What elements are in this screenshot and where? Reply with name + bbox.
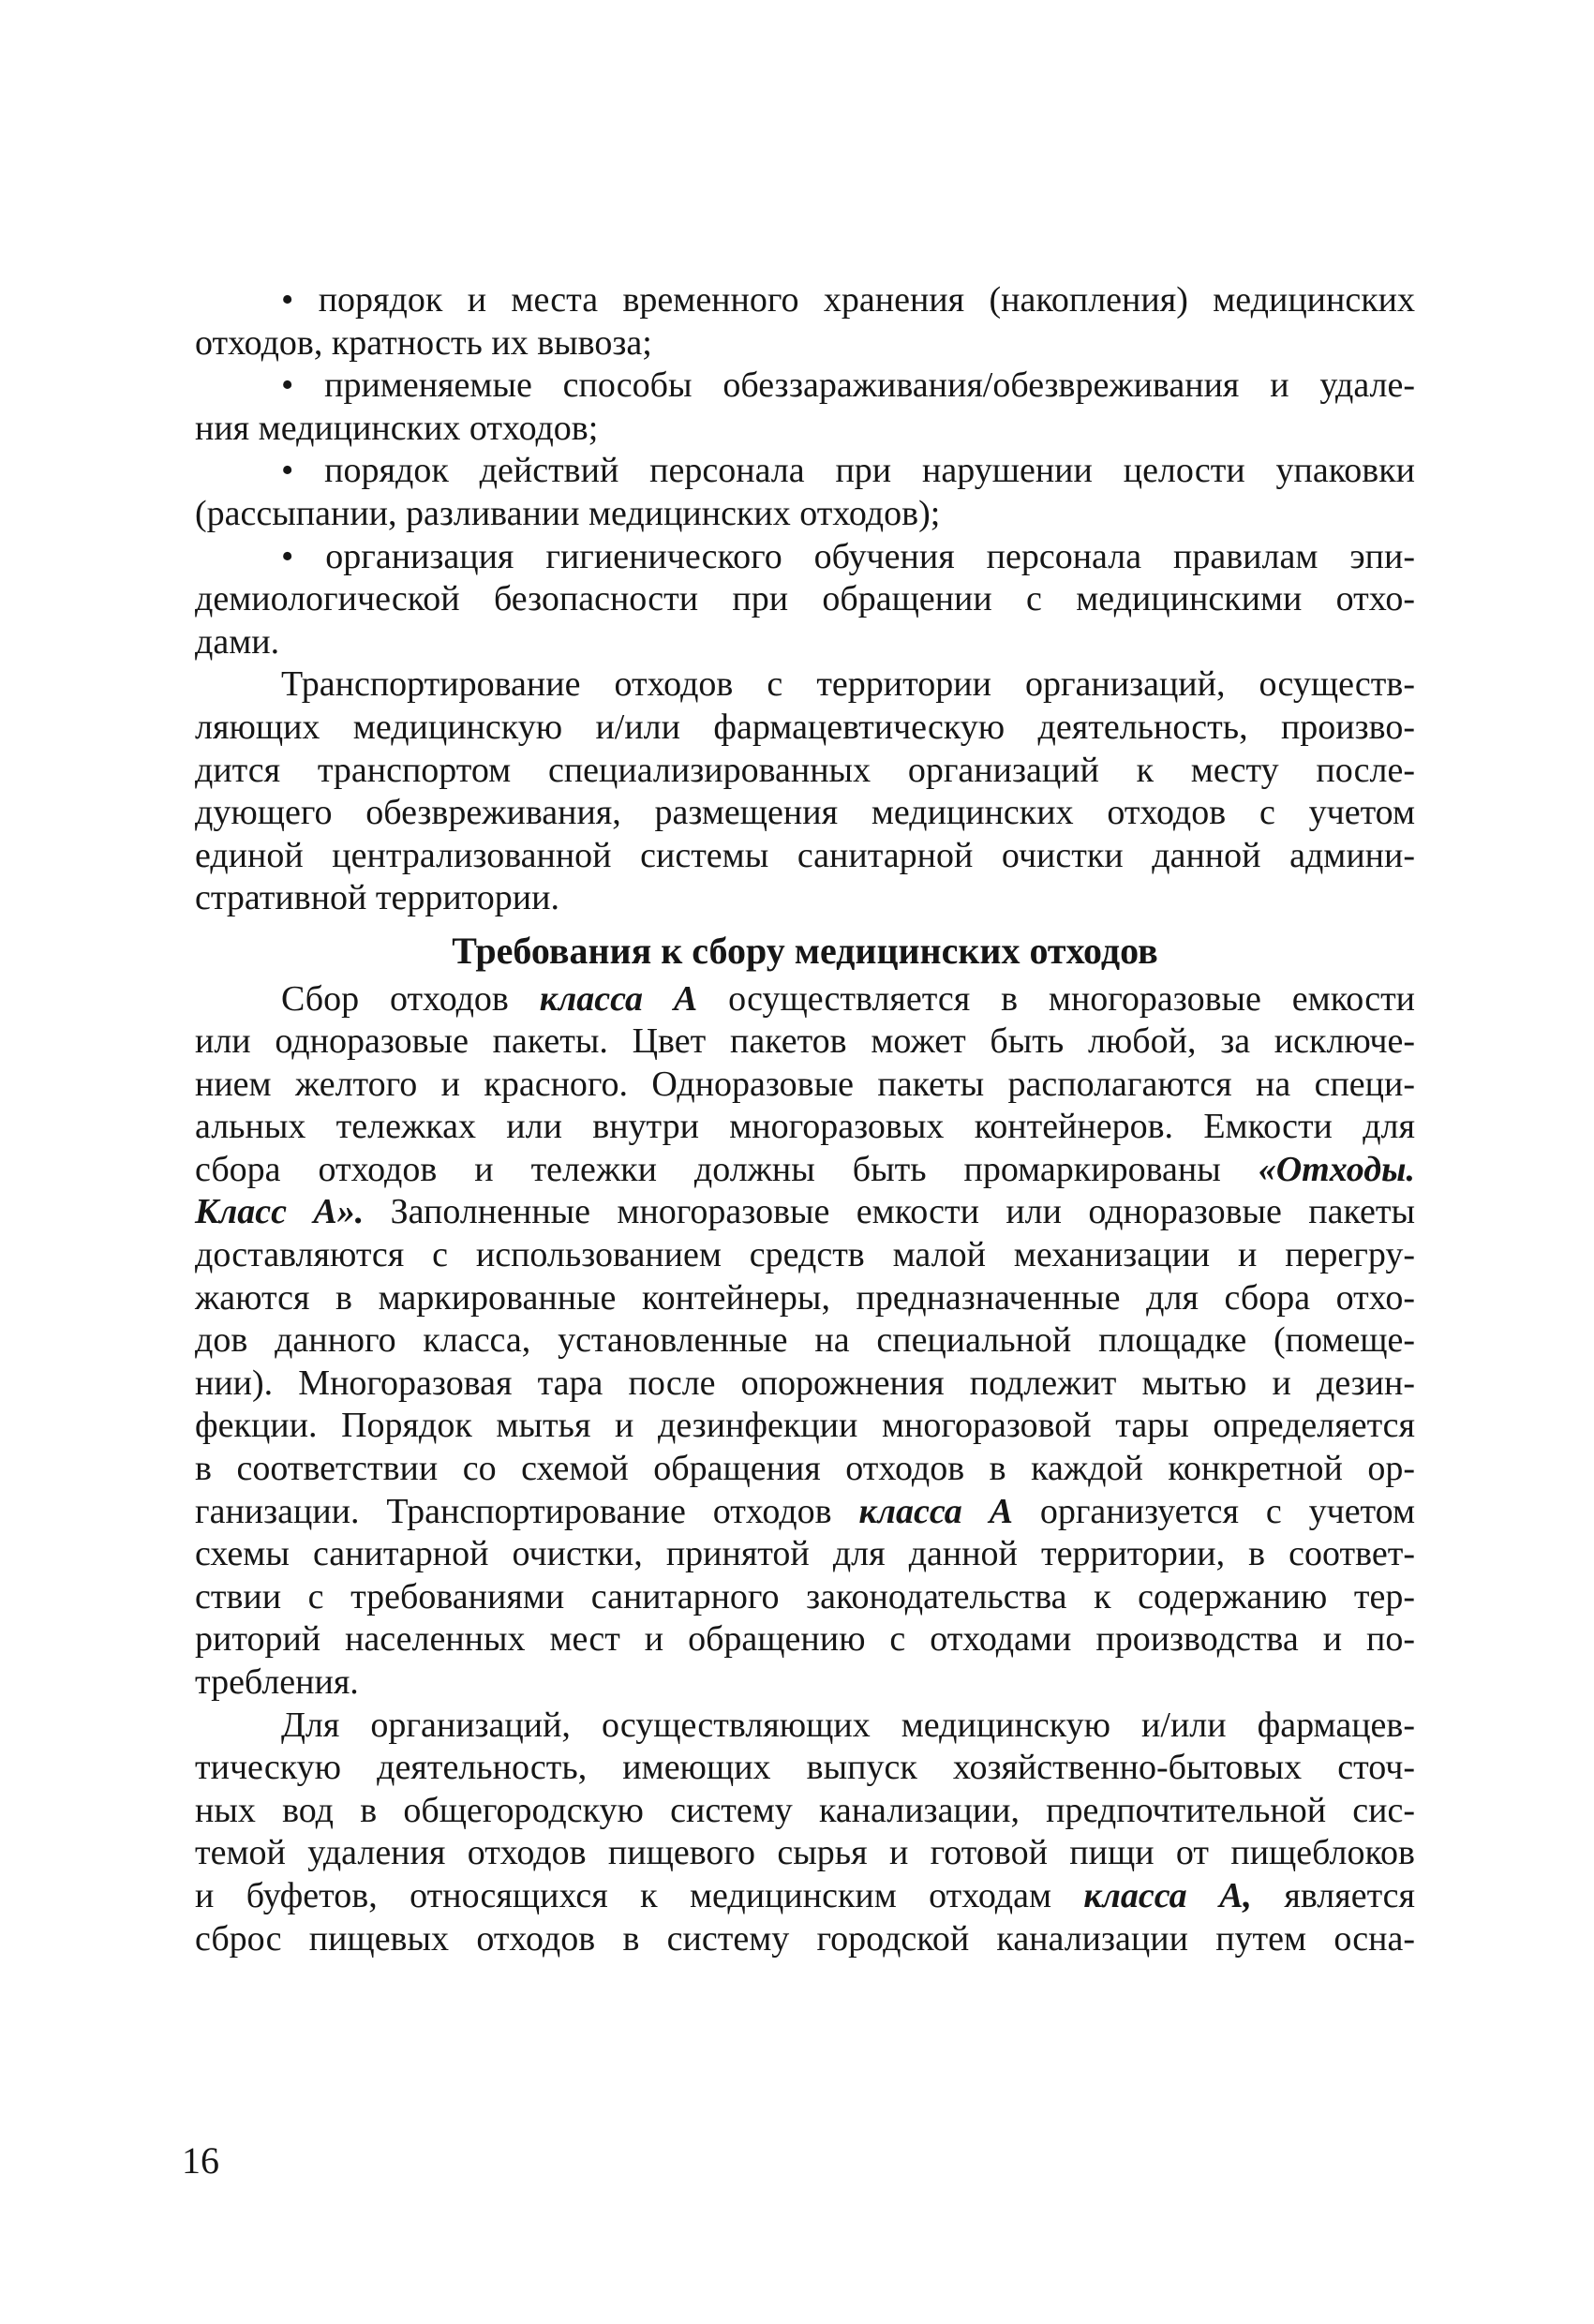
text-line: риторий населенных мест и обращению с отходами производства и по- — [195, 1619, 1415, 1660]
paragraph-food-waste — [195, 1705, 1415, 1961]
text-line — [195, 1491, 1415, 1534]
text-line: ных вод в общегородскую систему канализации, предпочтительной сис- — [195, 1790, 1415, 1830]
text-line: дов данного класса, установленные на специальной площадке (помеще- — [195, 1320, 1415, 1361]
paragraph-transport — [195, 663, 1415, 920]
bullet-item-packaging — [195, 450, 1415, 535]
bullet-item-methods — [195, 365, 1415, 450]
text-line — [195, 1149, 1415, 1192]
text-line: доставляются с использованием средств малой механизации и перегру- — [195, 1235, 1415, 1275]
text-line — [195, 1191, 1415, 1234]
text-line: в соответствии со схемой обращения отходов в каждой конкретной ор- — [195, 1449, 1415, 1489]
text-line: ствии с требованиями санитарного законодательства к содержанию тер- — [195, 1576, 1415, 1616]
text-line: • порядок и места временного хранения (накопления) медицинских — [281, 280, 1415, 320]
section-heading: Требования к сбору медицинских отходов — [452, 929, 1158, 972]
text-line: отходов, кратность их вывоза; — [195, 322, 652, 363]
text-line: требления. — [195, 1662, 359, 1702]
text-line: ния медицинских отходов; — [195, 408, 599, 448]
bullet-item-training — [195, 536, 1415, 664]
text-line: фекции. Порядок мытья и дезинфекции многоразовой тары определяется — [195, 1406, 1415, 1446]
text-run: является — [1251, 1875, 1415, 1915]
paragraph-class-a — [195, 978, 1415, 1705]
text-line: единой централизованной системы санитарной очистки данной админи- — [195, 835, 1415, 875]
text-line: тическую деятельность, имеющих выпуск хозяйственно-бытовых сточ- — [195, 1748, 1415, 1788]
text-line: • применяемые способы обеззараживания/обезвреживания и удале- — [281, 365, 1415, 406]
text-line: жаются в маркированные контейнеры, предназначенные для сбора отхо- — [195, 1277, 1415, 1318]
emphasis-class-a: класса А — [539, 978, 698, 1019]
text-line: дующего обезвреживания, размещения медицинских отходов с учетом — [195, 793, 1415, 833]
text-line: (рассыпании, разливании медицинских отходов); — [195, 493, 941, 533]
text-line: • порядок действий персонала при нарушении целости упаковки — [281, 451, 1415, 491]
text-line: • организация гигиенического обучения персонала правилам эпи- — [281, 536, 1415, 576]
emphasis-label: Класс А». — [195, 1192, 365, 1232]
text-run: осуществляется в многоразовые емкости — [697, 978, 1416, 1019]
text-run: Сбор отходов — [281, 978, 540, 1019]
text-line — [195, 978, 1415, 1021]
text-run: ганизации. Транспортирование отходов — [195, 1491, 859, 1531]
emphasis-class-a: класса А — [858, 1491, 1013, 1531]
text-run: сбора отходов и тележки должны быть промаркированы — [195, 1149, 1259, 1189]
text-run: и буфетов, относящихся к медицинским отходам — [195, 1875, 1084, 1915]
text-line: или одноразовые пакеты. Цвет пакетов может быть любой, за исключе- — [195, 1021, 1415, 1062]
text-line: стративной территории. — [195, 878, 559, 918]
page-body — [195, 279, 1415, 1960]
emphasis-class-a: класса А, — [1083, 1875, 1252, 1915]
text-line: Транспортирование отходов с территории организаций, осуществ- — [281, 664, 1415, 705]
text-line: нием желтого и красного. Одноразовые пакеты располагаются на специ- — [195, 1064, 1415, 1104]
text-line: дами. — [195, 621, 280, 662]
text-line — [195, 1875, 1415, 1918]
text-line: темой удаления отходов пищевого сырья и готовой пищи от пищеблоков — [195, 1833, 1415, 1873]
text-run: организуется с учетом — [1012, 1491, 1415, 1531]
text-line: ляющих медицинскую и/или фармацевтическую деятельность, произво- — [195, 707, 1415, 747]
text-line: сброс пищевых отходов в систему городской канализации путем осна- — [195, 1918, 1415, 1959]
text-line: альных тележках или внутри многоразовых контейнеров. Емкости для — [195, 1107, 1415, 1147]
text-line: дится транспортом специализированных организаций к месту после- — [195, 750, 1415, 790]
text-line: демиологической безопасности при обращении с медицинскими отхо- — [195, 579, 1415, 619]
page-number: 16 — [182, 2139, 219, 2182]
text-line: схемы санитарной очистки, принятой для данной территории, в соответ- — [195, 1534, 1415, 1574]
emphasis-label: «Отходы. — [1258, 1149, 1415, 1189]
text-line: нии). Многоразовая тара после опорожнения подлежит мытью и дезин- — [195, 1363, 1415, 1403]
text-run: Заполненные многоразовые емкости или одноразовые пакеты — [364, 1192, 1415, 1232]
bullet-item-storage — [195, 279, 1415, 365]
text-line: Для организаций, осуществляющих медицинскую и/или фармацев- — [281, 1705, 1415, 1745]
